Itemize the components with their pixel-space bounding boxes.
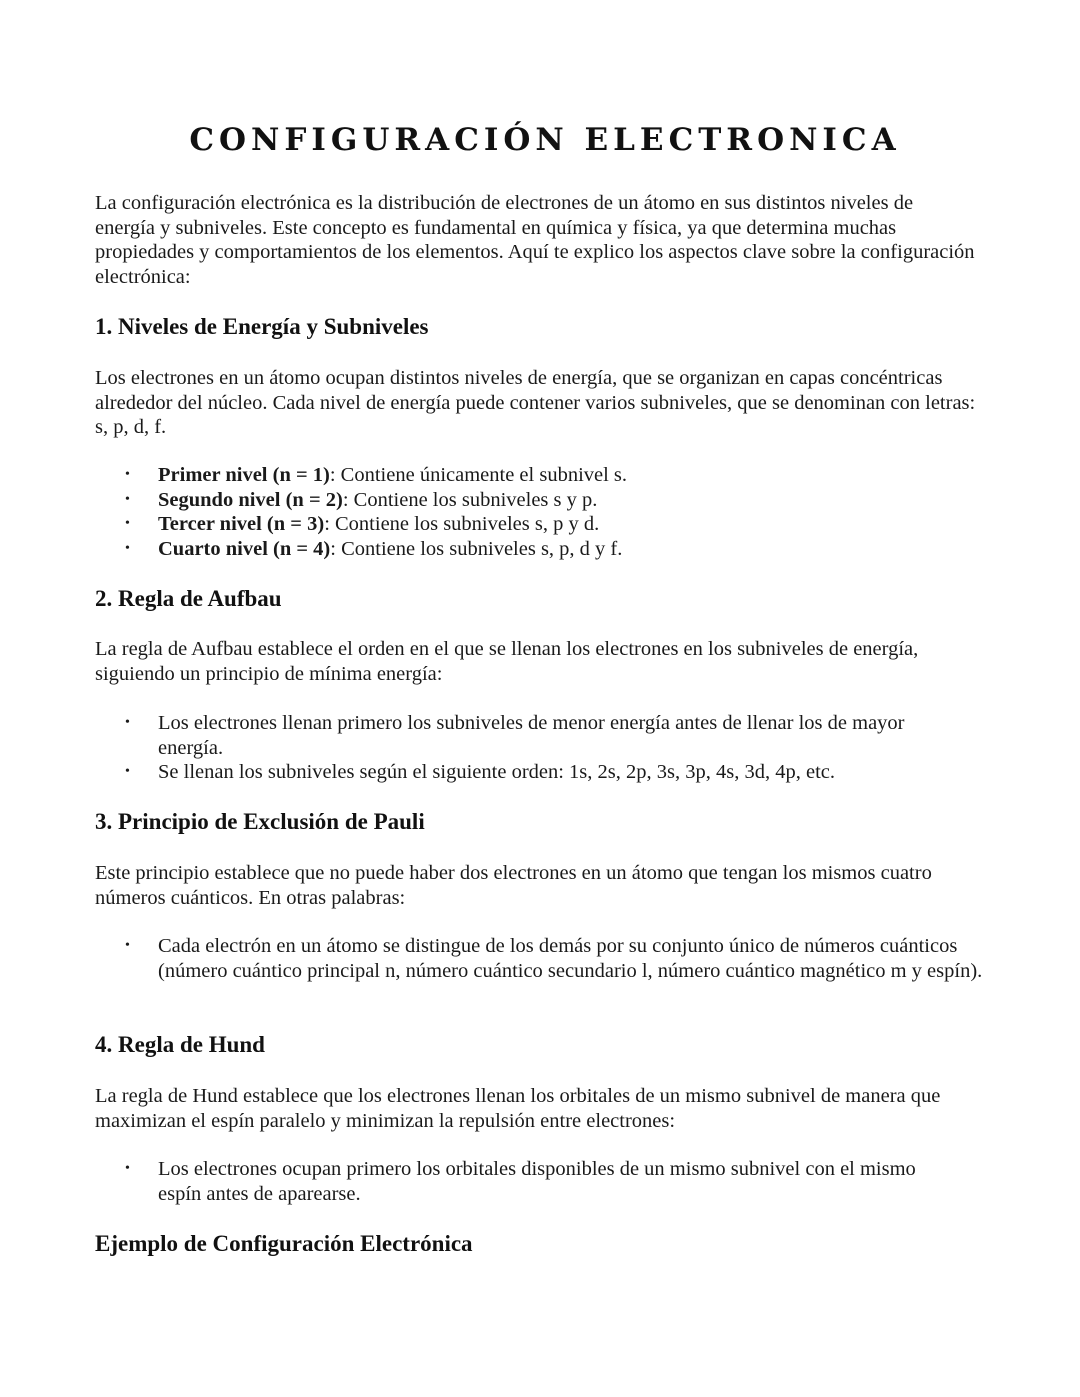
section-paragraph-aufbau: La regla de Aufbau establece el orden en el que se llenan los electrones en los subniveles de energía, siguiendo un principio de mínima energía: <box>95 638 919 685</box>
section-heading-ejemplo: Ejemplo de Configuración Electrónica <box>95 1231 473 1256</box>
list-item <box>95 934 988 983</box>
document-title: CONFIGURACIÓN ELECTRONICA <box>189 122 901 158</box>
list-item <box>95 1157 958 1206</box>
bullet-icon: • <box>125 715 130 730</box>
intro-paragraph: La configuración electrónica es la distribución de electrones de un átomo en sus distintos niveles de energía y subniveles. Este concepto es fundamental en química y física, ya que determina muchas propiedades y comportamientos de los elementos. Aquí te explico los aspectos clave sobre la configuración electrónica: <box>95 192 975 288</box>
section-heading-hund: 4. Regla de Hund <box>95 1032 265 1057</box>
list-item-text: Se llenan los subniveles según el siguiente orden: 1s, 2s, 2p, 3s, 3p, 4s, 3d, 4p, etc. <box>158 761 835 783</box>
section-paragraph-pauli: Este principio establece que no puede haber dos electrones en un átomo que tengan los mismos cuatro números cuánticos. En otras palabras: <box>95 862 932 909</box>
bullet-icon: • <box>125 491 130 507</box>
bullet-icon: • <box>125 764 130 779</box>
hund-list <box>95 1157 995 1206</box>
aufbau-list <box>95 711 995 785</box>
section-heading-aufbau: 2. Regla de Aufbau <box>95 586 282 611</box>
list-item <box>95 711 958 760</box>
section-paragraph-hund: La regla de Hund establece que los electrones llenan los orbitales de un mismo subnivel de manera que maximizan el espín paralelo y minimizan la repulsión entre electrones: <box>95 1085 941 1132</box>
niveles-list <box>95 463 995 561</box>
section-heading-pauli: 3. Principio de Exclusión de Pauli <box>95 809 425 834</box>
section-heading-niveles: 1. Niveles de Energía y Subniveles <box>95 314 429 339</box>
list-item <box>95 760 958 785</box>
list-item <box>95 537 995 562</box>
bullet-icon: • <box>125 516 130 531</box>
list-item-text: Los electrones llenan primero los subniveles de menor energía antes de llenar los de mayor energía. <box>158 712 905 759</box>
list-item <box>95 488 995 513</box>
list-item-text: Cada electrón en un átomo se distingue de los demás por su conjunto único de números cuánticos (número cuántico principal n, número cuántico secundario l, número cuántico magnético m y espín). <box>158 935 983 982</box>
bullet-icon: • <box>125 938 130 953</box>
list-item-label: Primer nivel (n = 1) <box>158 464 330 486</box>
bullet-icon: • <box>125 1161 130 1176</box>
pauli-list <box>95 934 995 983</box>
section-paragraph-niveles: Los electrones en un átomo ocupan distintos niveles de energía, que se organizan en capas concéntricas alrededor del núcleo. Cada nivel de energía puede contener varios subniveles, que se denominan con letras: s, p, d, f. <box>95 367 976 438</box>
bullet-icon: • <box>125 467 130 482</box>
list-item <box>95 512 995 537</box>
list-item-text: : Contiene únicamente el subnivel s. <box>329 464 628 486</box>
list-item-label: Segundo nivel (n = 2) <box>158 488 343 511</box>
bullet-icon: • <box>125 540 130 556</box>
list-item-label: Cuarto nivel (n = 4) <box>158 537 331 560</box>
list-item-text: : Contiene los subniveles s y p. <box>342 488 598 511</box>
list-item-text: : Contiene los subniveles s, p, d y f. <box>330 537 623 560</box>
list-item-label: Tercer nivel (n = 3) <box>158 513 325 535</box>
list-item-text: : Contiene los subniveles s, p y d. <box>324 513 600 535</box>
list-item-text: Los electrones ocupan primero los orbitales disponibles de un mismo subnivel con el mismo espín antes de aparearse. <box>158 1158 916 1205</box>
list-item <box>95 463 995 488</box>
